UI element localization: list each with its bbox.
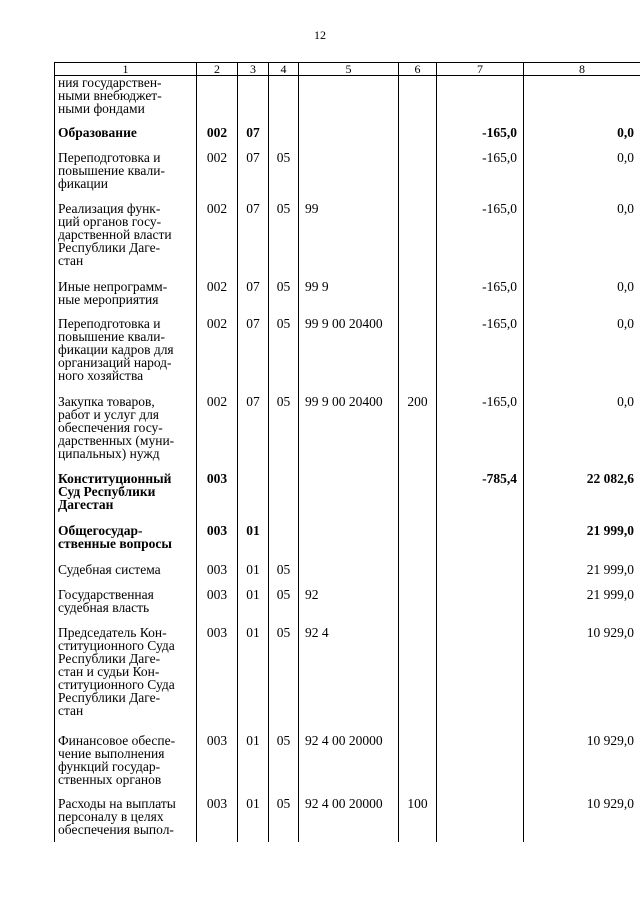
cell-ministry-code: 003 xyxy=(197,588,238,626)
cell-total-amount: 0,0 xyxy=(524,280,640,317)
table-row xyxy=(55,563,640,588)
cell-ministry-code: 002 xyxy=(197,317,238,395)
budget-table xyxy=(54,62,640,842)
cell-change-amount xyxy=(437,524,524,563)
cell-ministry-code: 003 xyxy=(197,797,238,842)
row-name: Государственная судебная власть xyxy=(55,588,197,626)
cell-target-article: 99 9 00 20400 xyxy=(299,395,399,472)
cell-target-article xyxy=(299,126,399,151)
cell-section: 07 xyxy=(238,126,269,151)
table-row xyxy=(55,317,640,395)
row-name: Образование xyxy=(55,126,197,151)
cell-section: 07 xyxy=(238,151,269,202)
cell-ministry-code: 002 xyxy=(197,280,238,317)
column-header: 5 xyxy=(299,63,399,76)
table-row xyxy=(55,626,640,734)
cell-section: 07 xyxy=(238,280,269,317)
cell-target-article: 99 xyxy=(299,202,399,280)
cell-section: 01 xyxy=(238,734,269,797)
column-header: 6 xyxy=(399,63,437,76)
cell-subsection: 05 xyxy=(269,317,299,395)
row-name: ния государствен- ными внебюджет- ными фондами xyxy=(55,76,197,126)
cell-section: 01 xyxy=(238,626,269,734)
cell-target-article xyxy=(299,151,399,202)
row-name: Конституционный Суд Республики Дагестан xyxy=(55,472,197,524)
cell-total-amount xyxy=(524,76,640,126)
cell-change-amount xyxy=(437,797,524,842)
table-header-row xyxy=(55,63,640,76)
cell-expense-type xyxy=(399,202,437,280)
row-name: Финансовое обеспе- чение выполнения функций государ- ственных органов xyxy=(55,734,197,797)
cell-section: 07 xyxy=(238,395,269,472)
cell-section xyxy=(238,76,269,126)
cell-total-amount: 0,0 xyxy=(524,151,640,202)
cell-ministry-code: 003 xyxy=(197,734,238,797)
row-name: Общегосудар- ственные вопросы xyxy=(55,524,197,563)
table-row xyxy=(55,734,640,797)
row-name: Переподготовка и повышение квали- фикации xyxy=(55,151,197,202)
cell-total-amount: 10 929,0 xyxy=(524,734,640,797)
cell-subsection xyxy=(269,76,299,126)
cell-expense-type xyxy=(399,734,437,797)
table-row xyxy=(55,797,640,842)
cell-subsection: 05 xyxy=(269,626,299,734)
cell-target-article: 92 xyxy=(299,588,399,626)
cell-subsection xyxy=(269,126,299,151)
row-name: Иные непрограмм- ные мероприятия xyxy=(55,280,197,317)
column-header: 2 xyxy=(197,63,238,76)
cell-section: 07 xyxy=(238,317,269,395)
cell-expense-type xyxy=(399,280,437,317)
cell-subsection: 05 xyxy=(269,734,299,797)
cell-target-article xyxy=(299,563,399,588)
cell-ministry-code: 002 xyxy=(197,202,238,280)
cell-subsection: 05 xyxy=(269,280,299,317)
cell-total-amount: 0,0 xyxy=(524,317,640,395)
row-name: Расходы на выплаты персоналу в целях обеспечения выпол- xyxy=(55,797,197,842)
column-header: 1 xyxy=(55,63,197,76)
cell-section: 01 xyxy=(238,524,269,563)
cell-target-article: 99 9 00 20400 xyxy=(299,317,399,395)
column-header: 4 xyxy=(269,63,299,76)
cell-expense-type xyxy=(399,76,437,126)
cell-total-amount: 10 929,0 xyxy=(524,626,640,734)
table-row xyxy=(55,126,640,151)
cell-change-amount: -165,0 xyxy=(437,202,524,280)
cell-ministry-code: 003 xyxy=(197,472,238,524)
cell-total-amount: 0,0 xyxy=(524,126,640,151)
cell-target-article: 92 4 xyxy=(299,626,399,734)
row-name: Закупка товаров, работ и услуг для обеспечения госу- дарственных (муни- ципальных) нужд xyxy=(55,395,197,472)
cell-target-article: 92 4 00 20000 xyxy=(299,734,399,797)
cell-ministry-code: 002 xyxy=(197,151,238,202)
cell-change-amount xyxy=(437,734,524,797)
table-row xyxy=(55,151,640,202)
cell-ministry-code: 003 xyxy=(197,524,238,563)
table-row xyxy=(55,76,640,126)
column-header: 8 xyxy=(524,63,640,76)
cell-expense-type xyxy=(399,472,437,524)
cell-change-amount: -785,4 xyxy=(437,472,524,524)
row-name: Переподготовка и повышение квали- фикации кадров для организаций народ- ного хозяйства xyxy=(55,317,197,395)
table-row xyxy=(55,524,640,563)
cell-ministry-code: 002 xyxy=(197,126,238,151)
cell-change-amount: -165,0 xyxy=(437,280,524,317)
cell-total-amount: 0,0 xyxy=(524,202,640,280)
cell-change-amount xyxy=(437,76,524,126)
table-row xyxy=(55,588,640,626)
cell-subsection: 05 xyxy=(269,797,299,842)
cell-subsection: 05 xyxy=(269,395,299,472)
cell-expense-type: 100 xyxy=(399,797,437,842)
cell-expense-type xyxy=(399,151,437,202)
cell-expense-type xyxy=(399,126,437,151)
column-header: 3 xyxy=(238,63,269,76)
row-name: Судебная система xyxy=(55,563,197,588)
table-row xyxy=(55,395,640,472)
cell-change-amount: -165,0 xyxy=(437,126,524,151)
cell-target-article: 92 4 00 20000 xyxy=(299,797,399,842)
table-row xyxy=(55,280,640,317)
cell-change-amount xyxy=(437,588,524,626)
cell-target-article: 99 9 xyxy=(299,280,399,317)
cell-subsection: 05 xyxy=(269,563,299,588)
cell-total-amount: 21 999,0 xyxy=(524,563,640,588)
cell-section: 01 xyxy=(238,588,269,626)
cell-total-amount: 22 082,6 xyxy=(524,472,640,524)
cell-total-amount: 21 999,0 xyxy=(524,588,640,626)
cell-expense-type: 200 xyxy=(399,395,437,472)
cell-subsection xyxy=(269,472,299,524)
cell-total-amount: 21 999,0 xyxy=(524,524,640,563)
cell-change-amount xyxy=(437,563,524,588)
cell-change-amount xyxy=(437,626,524,734)
cell-ministry-code: 002 xyxy=(197,395,238,472)
cell-target-article xyxy=(299,76,399,126)
cell-subsection xyxy=(269,524,299,563)
cell-subsection: 05 xyxy=(269,202,299,280)
column-header: 7 xyxy=(437,63,524,76)
cell-target-article xyxy=(299,472,399,524)
page-number: 12 xyxy=(314,28,326,42)
cell-target-article xyxy=(299,524,399,563)
cell-change-amount: -165,0 xyxy=(437,395,524,472)
cell-expense-type xyxy=(399,317,437,395)
cell-expense-type xyxy=(399,626,437,734)
cell-subsection: 05 xyxy=(269,151,299,202)
cell-change-amount: -165,0 xyxy=(437,151,524,202)
table-row xyxy=(55,472,640,524)
cell-section: 01 xyxy=(238,797,269,842)
cell-subsection: 05 xyxy=(269,588,299,626)
row-name: Реализация функ- ций органов госу- дарственной власти Республики Даге- стан xyxy=(55,202,197,280)
cell-ministry-code: 003 xyxy=(197,626,238,734)
cell-change-amount: -165,0 xyxy=(437,317,524,395)
cell-ministry-code: 003 xyxy=(197,563,238,588)
cell-section: 01 xyxy=(238,563,269,588)
row-name: Председатель Кон- ституционного Суда Республики Даге- стан и судьи Кон- ституционного Суда Республики Даге- стан xyxy=(55,626,197,734)
table-row xyxy=(55,202,640,280)
cell-total-amount: 0,0 xyxy=(524,395,640,472)
cell-expense-type xyxy=(399,588,437,626)
cell-total-amount: 10 929,0 xyxy=(524,797,640,842)
cell-section xyxy=(238,472,269,524)
cell-ministry-code xyxy=(197,76,238,126)
cell-expense-type xyxy=(399,563,437,588)
cell-section: 07 xyxy=(238,202,269,280)
cell-expense-type xyxy=(399,524,437,563)
